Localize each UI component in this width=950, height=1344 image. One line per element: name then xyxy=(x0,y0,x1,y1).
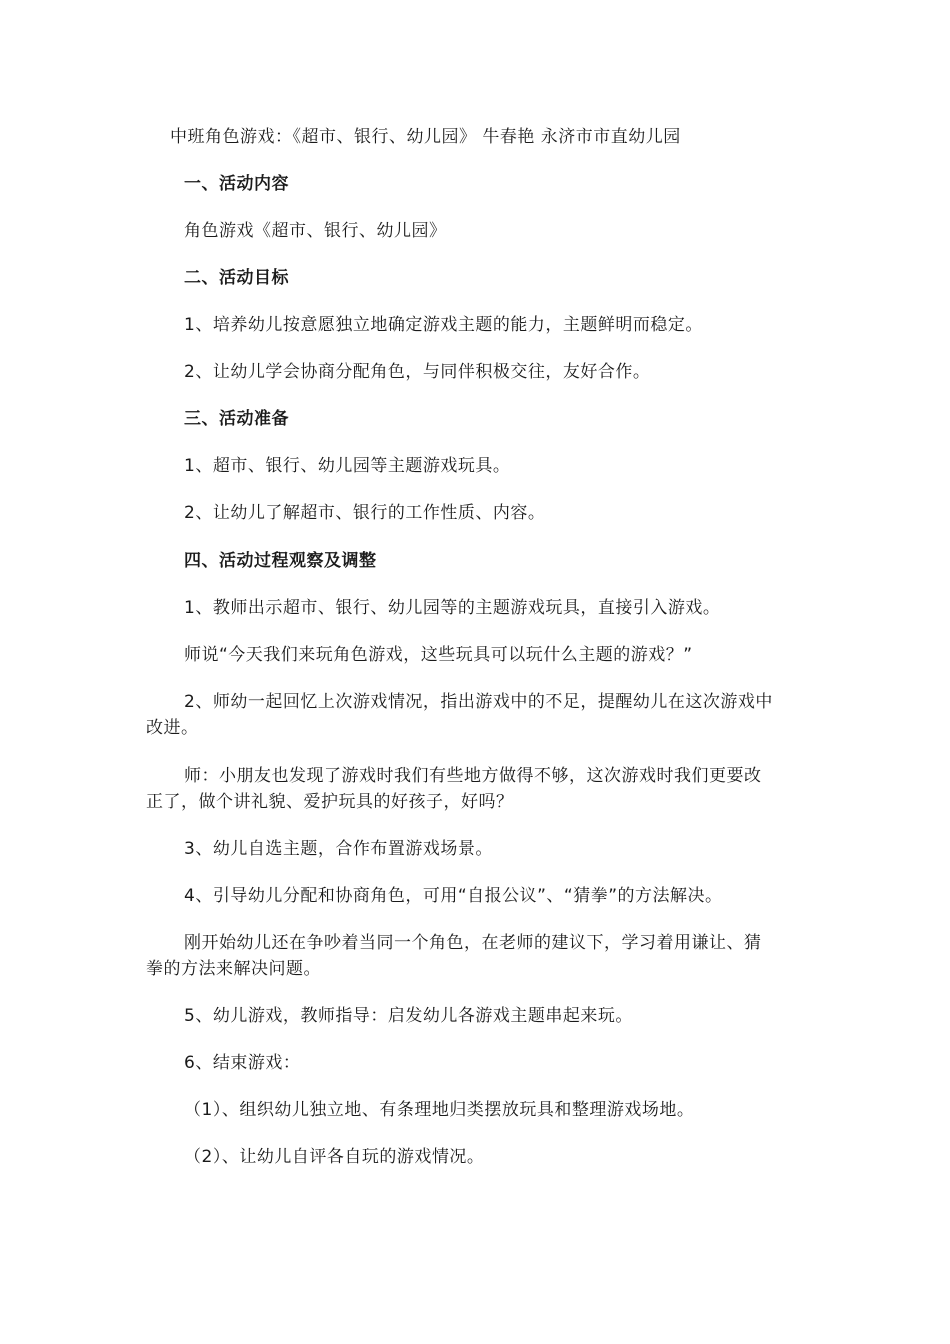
process-item-2-teacher-line-1: 师：小朋友也发现了游戏时我们有些地方做得不够，这次游戏时我们更要改 xyxy=(184,766,762,786)
process-item-1: 1、教师出示超市、银行、幼儿园等的主题游戏玩具，直接引入游戏。 xyxy=(184,598,721,618)
process-item-6-sub-1: （1）、组织幼儿独立地、有条理地归类摆放玩具和整理游戏场地。 xyxy=(184,1100,695,1120)
process-item-1-quote: 师说“今天我们来玩角色游戏，这些玩具可以玩什么主题的游戏？” xyxy=(184,645,693,665)
section-body-content: 角色游戏《超市、银行、幼儿园》 xyxy=(184,221,447,241)
process-item-5: 5、幼儿游戏，教师指导：启发幼儿各游戏主题串起来玩。 xyxy=(184,1006,633,1026)
process-item-6: 6、结束游戏： xyxy=(184,1053,301,1073)
process-item-4: 4、引导幼儿分配和协商角色，可用“自报公议”、“猜拳”的方法解决。 xyxy=(184,886,723,906)
process-item-2-line-2: 改进。 xyxy=(146,718,199,738)
section-heading-content: 一、活动内容 xyxy=(184,174,289,194)
document-title-line: 中班角色游戏：《超市、银行、幼儿园》 牛春艳 永济市市直幼儿园 xyxy=(170,127,681,147)
process-item-6-sub-2: （2）、让幼儿自评各自玩的游戏情况。 xyxy=(184,1147,485,1167)
goal-item-1: 1、培养幼儿按意愿独立地确定游戏主题的能力，主题鲜明而稳定。 xyxy=(184,315,703,335)
goal-item-2: 2、让幼儿学会协商分配角色，与同伴积极交往，友好合作。 xyxy=(184,362,651,382)
section-heading-preparation: 三、活动准备 xyxy=(184,409,289,429)
preparation-item-1: 1、超市、银行、幼儿园等主题游戏玩具。 xyxy=(184,456,511,476)
preparation-item-2: 2、让幼儿了解超市、银行的工作性质、内容。 xyxy=(184,503,546,523)
process-item-4-note-line-1: 刚开始幼儿还在争吵着当同一个角色，在老师的建议下，学习着用谦让、猜 xyxy=(184,933,762,953)
process-item-4-note-line-2: 拳的方法来解决问题。 xyxy=(146,959,321,979)
section-heading-goals: 二、活动目标 xyxy=(184,268,289,288)
process-item-2-line-1: 2、师幼一起回忆上次游戏情况，指出游戏中的不足，提醒幼儿在这次游戏中 xyxy=(184,692,773,712)
section-heading-process: 四、活动过程观察及调整 xyxy=(184,551,377,571)
process-item-2-teacher-line-2: 正了，做个讲礼貌、爱护玩具的好孩子，好吗？ xyxy=(146,792,514,812)
process-item-3: 3、幼儿自选主题，合作布置游戏场景。 xyxy=(184,839,493,859)
